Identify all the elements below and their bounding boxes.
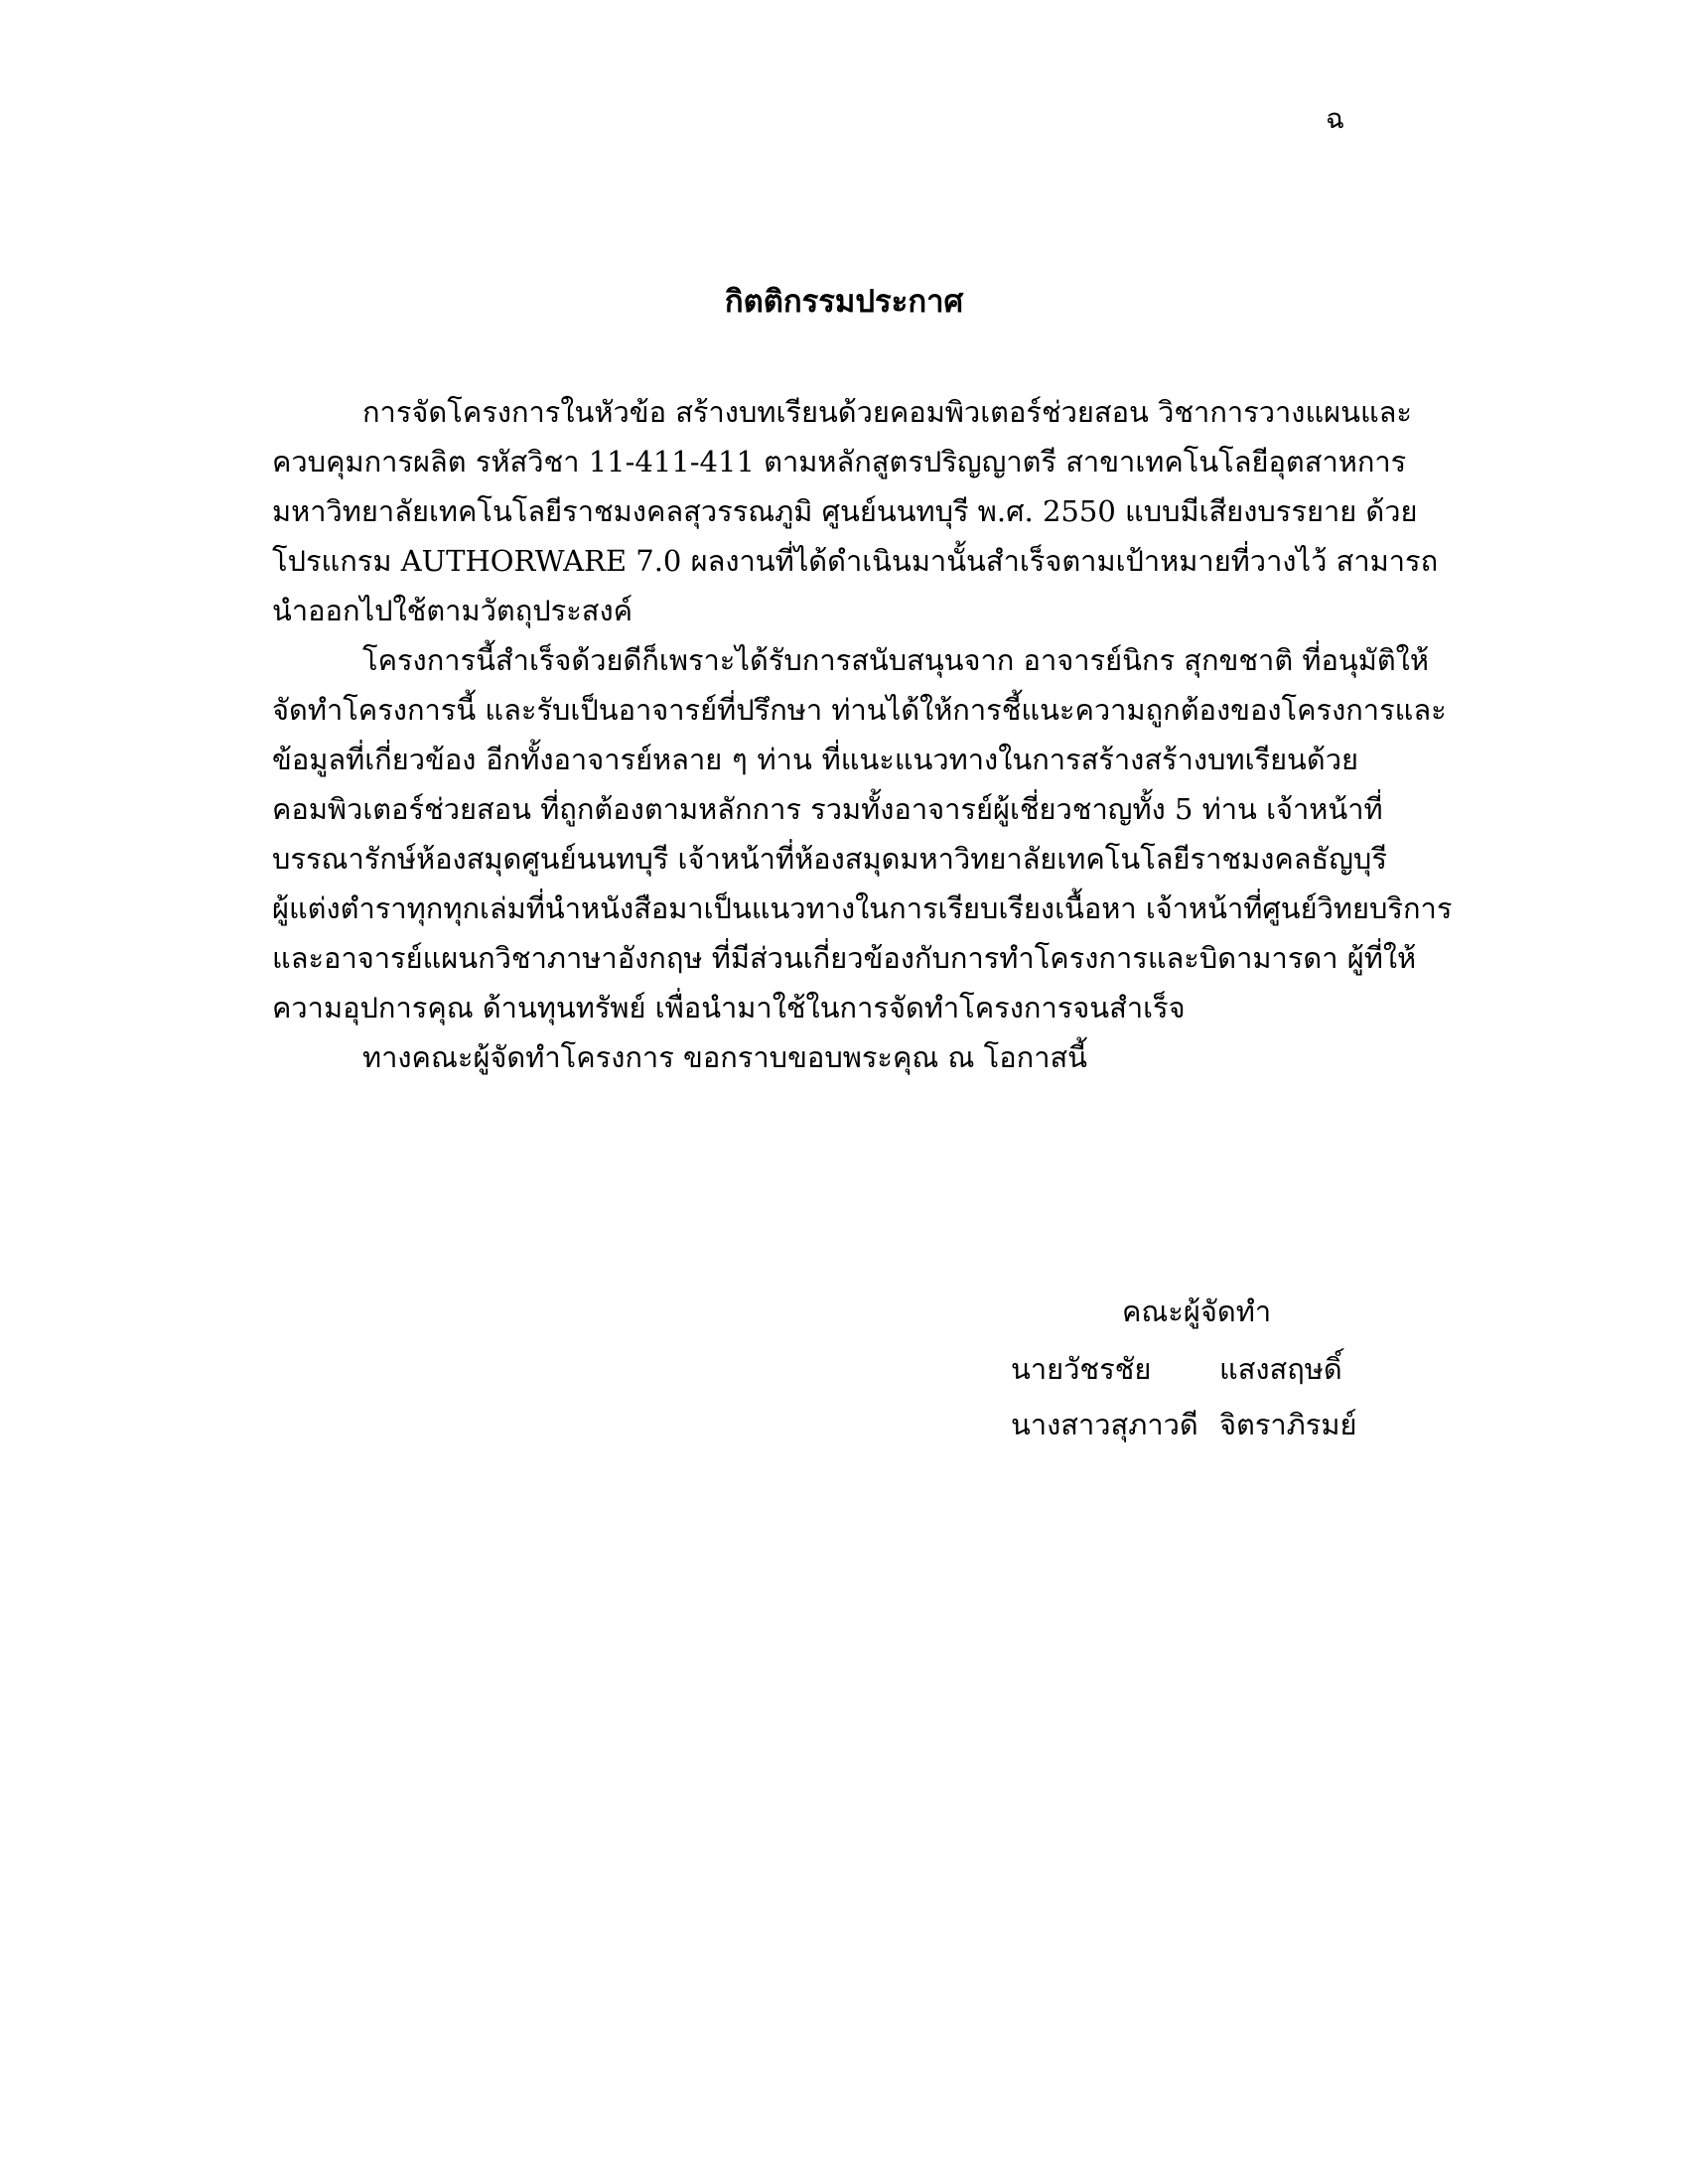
paragraph-2-line-1: โครงการนี้สำเร็จด้วยดีก็เพราะได้รับการสนับสนุนจาก อาจารย์นิกร สุกขชาติ ที่อนุมัติให้ [362,643,1429,677]
paragraph-2-line-6: ผู้แต่งตำราทุกทุกเล่มที่นำหนังสือมาเป็นแนวทางในการเรียบเรียงเนื้อหา เจ้าหน้าที่ศูนย์วิทยบริการ [272,891,1453,925]
paragraph-2-line-3: ข้อมูลที่เกี่ยวข้อง อีกทั้งอาจารย์หลาย ๆ ท่าน ที่แนะแนวทางในการสร้างสร้างบทเรียนด้วย [272,743,1358,776]
paragraph-1-line-4: โปรแกรม AUTHORWARE 7.0 ผลงานที่ได้ดำเนินมานั้นสำเร็จตามเป้าหมายที่วางไว้ สามารถ [272,544,1439,578]
signature-member-2-first-name: นางสาวสุภาวดี [1011,1408,1198,1441]
signature-heading: คณะผู้จัดทำ [1122,1295,1272,1328]
paragraph-1-line-1: การจัดโครงการในหัวข้อ สร้างบทเรียนด้วยคอมพิวเตอร์ช่วยสอน วิชาการวางแผนและ [362,395,1413,429]
paragraph-3-line-1: ทางคณะผู้จัดทำโครงการ ขอกราบขอบพระคุณ ณ โอกาสนี้ [362,1040,1087,1074]
paragraph-1-line-2: ควบคุมการผลิต รหัสวิชา 11-411-411 ตามหลักสูตรปริญญาตรี สาขาเทคโนโลยีอุตสาหการ [272,445,1407,478]
paragraph-1-line-3: มหาวิทยาลัยเทคโนโลยีราชมงคลสุวรรณภูมิ ศูนย์นนทบุรี พ.ศ. 2550 แบบมีเสียงบรรยาย ด้วย [272,494,1418,528]
signature-member-2-last-name: จิตราภิรมย์ [1219,1408,1357,1441]
paragraph-2-line-4: คอมพิวเตอร์ช่วยสอน ที่ถูกต้องตามหลักการ รวมทั้งอาจารย์ผู้เชี่ยวชาญทั้ง 5 ท่าน เจ้าหน้าที่ [272,792,1383,826]
signature-member-1-first-name: นายวัชรชัย [1011,1352,1152,1386]
paragraph-2-line-2: จัดทำโครงการนี้ และรับเป็นอาจารย์ที่ปรึกษา ท่านได้ให้การชี้แนะความถูกต้องของโครงการและ [272,693,1447,727]
paragraph-1-line-5: นำออกไปใช้ตามวัตถุประสงค์ [272,594,633,627]
page-number: ฉ [1326,102,1345,135]
paragraph-2-line-5: บรรณารักษ์ห้องสมุดศูนย์นนทบุรี เจ้าหน้าที่ห้องสมุดมหาวิทยาลัยเทคโนโลยีราชมงคลธัญบุรี [272,842,1387,876]
paragraph-2-line-7: และอาจารย์แผนกวิชาภาษาอังกฤษ ที่มีส่วนเกี่ยวข้องกับการทำโครงการและบิดามารดา ผู้ที่ให้ [272,941,1417,975]
page-title: กิตติกรรมประกาศ [724,284,964,320]
paragraph-2-line-8: ความอุปการคุณ ด้านทุนทรัพย์ เพื่อนำมาใช้ในการจัดทำโครงการจนสำเร็จ [272,991,1186,1024]
signature-member-1-last-name: แสงสฤษดิ์ [1219,1352,1342,1386]
